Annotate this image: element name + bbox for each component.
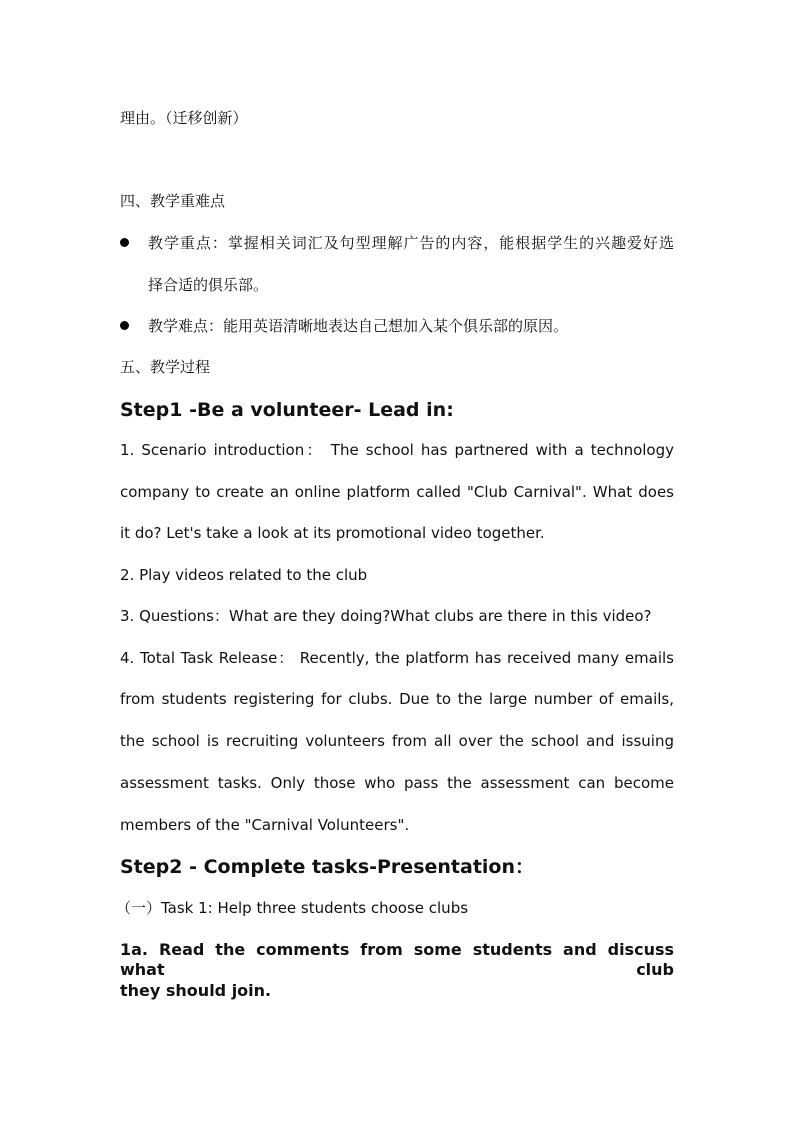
paragraph-4-line-5: members of the "Carnival Volunteers". [120,816,410,834]
section-heading-teaching-process: 五、教学过程 [120,358,211,376]
paragraph-4-line-2: from students registering for clubs. Due to the large number of emails, [120,690,674,708]
step1-heading: Step1 -Be a volunteer- Lead in: [120,399,454,421]
paragraph-2: 2. Play videos related to the club [120,566,368,584]
paragraph-1-line-2: company to create an online platform called "Club Carnival". What does [120,483,674,501]
step2-heading: Step2 - Complete tasks-Presentation： [120,856,534,878]
paragraph-1-line-1: 1. Scenario introduction： The school has partnered with a technology [120,441,674,459]
paragraph-3: 3. Questions：What are they doing?What clubs are there in this video? [120,607,652,625]
paragraph-4-line-1: 4. Total Task Release： Recently, the platform has received many emails [120,649,674,667]
paragraph-4-line-4: assessment tasks. Only those who pass the assessment can become [120,774,674,792]
key-point-line-2: 择合适的俱乐部。 [148,276,269,294]
paragraph-4-line-3: the school is recruiting volunteers from all over the school and issuing [120,732,674,750]
bullet-icon [120,238,129,247]
difficult-point-line: 教学难点：能用英语清晰地表达自己想加入某个俱乐部的原因。 [148,317,569,335]
section-heading-key-points: 四、教学重难点 [120,192,226,210]
key-point-line-1: 教学重点：掌握相关词汇及句型理解广告的内容，能根据学生的兴趣爱好选 [148,234,674,252]
task-1-line: （一）Task 1: Help three students choose clubs [116,899,469,917]
task-1a-line-1: 1a. Read the comments from some students and discuss what club [120,940,674,979]
bullet-icon [120,321,129,330]
reason-line: 理由。（迁移创新） [120,109,248,127]
paragraph-1-line-3: it do? Let's take a look at its promotional video together. [120,524,545,542]
task-1a-line-2: they should join. [120,981,272,1000]
